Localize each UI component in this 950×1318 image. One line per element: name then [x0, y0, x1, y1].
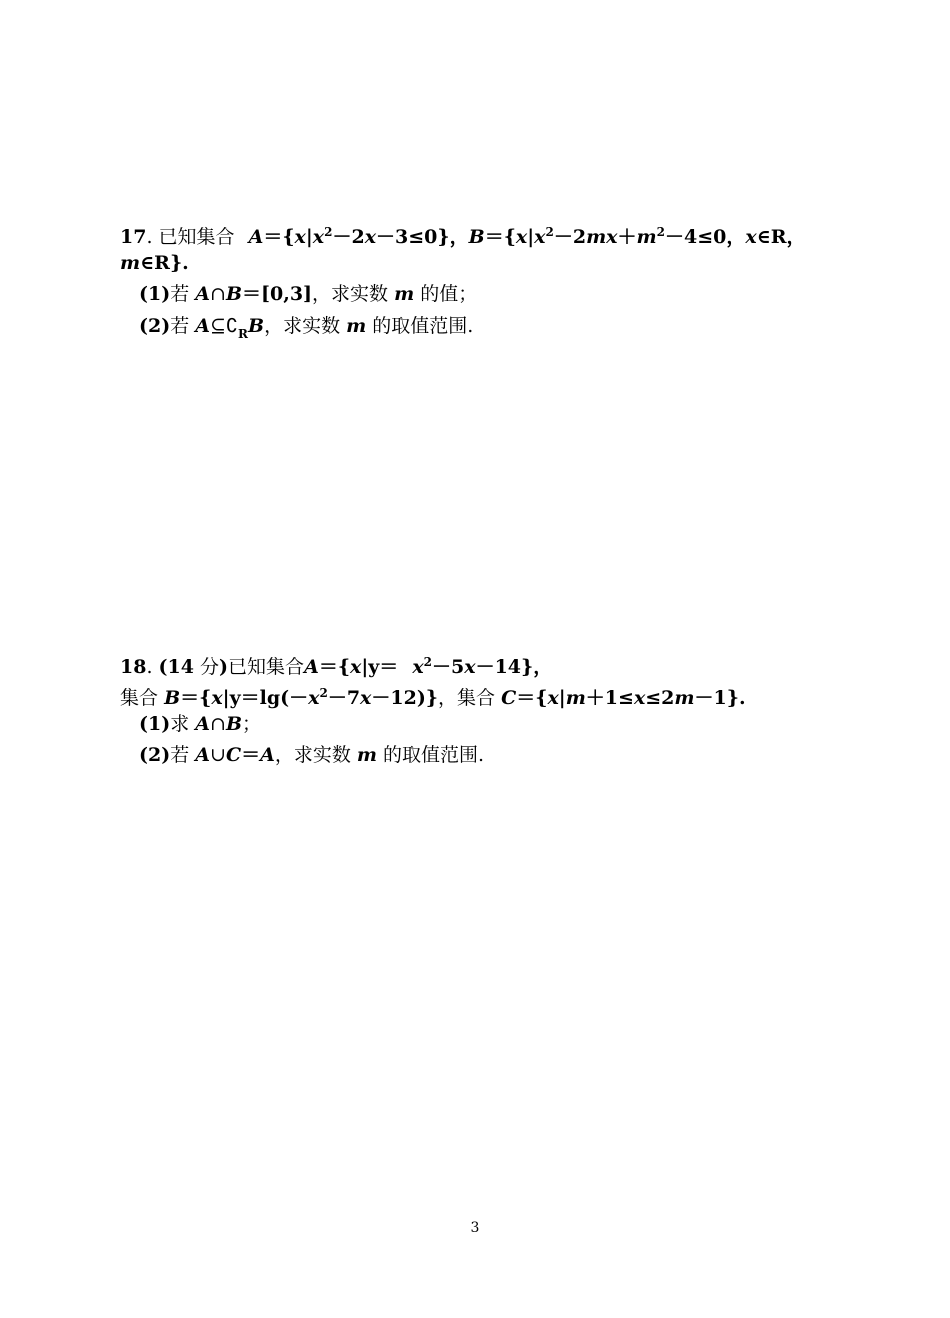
var-x: x [364, 226, 377, 248]
set-a-symbol: A [195, 283, 211, 305]
var-x: x [308, 687, 320, 709]
text: 若 [170, 283, 190, 305]
set-b-symbol: B [225, 283, 242, 305]
equals: ＝ [241, 744, 261, 766]
set-a-symbol: A [304, 656, 319, 678]
q17-line1 [120, 219, 806, 248]
exponent: 2 [423, 655, 432, 669]
term: －12)} [371, 687, 439, 709]
text: 求 [170, 713, 190, 735]
bar: | [527, 226, 535, 248]
var-m: m [346, 315, 367, 337]
set-a-symbol: A [195, 744, 211, 766]
term: －4≤0， [665, 226, 746, 248]
var-x: x [312, 226, 325, 248]
var-x: x [515, 226, 528, 248]
set-a-symbol: A [195, 713, 211, 735]
term: －5 [432, 656, 465, 678]
intersection-symbol: ∩ [210, 283, 226, 305]
set-a-symbol: A [248, 226, 264, 248]
part-label: (1) [139, 713, 171, 735]
var-x: x [633, 687, 646, 709]
text: ，求实数 [264, 315, 341, 337]
score: (14 [158, 656, 194, 678]
q18-intro: 已知集合 [228, 656, 305, 678]
term: ∈R}. [140, 252, 189, 274]
term: －7 [327, 687, 361, 709]
var-x: x [211, 687, 223, 709]
text: ，求实数 [312, 283, 389, 305]
var-x: x [412, 656, 424, 678]
part-label: (1) [139, 283, 171, 305]
exponent: 2 [324, 225, 333, 239]
term: ∈R， [756, 226, 806, 248]
var-x: x [294, 226, 306, 248]
var-x: x [350, 656, 362, 678]
part-label: (2) [139, 744, 171, 766]
set-c-symbol: C [501, 687, 517, 709]
term: －2 [553, 226, 587, 248]
set-a-symbol: A [260, 744, 275, 766]
q18-number: 18 [120, 656, 147, 678]
subset-complement-symbol: ⊆∁ [210, 315, 239, 337]
plus: ＋ [617, 226, 637, 248]
term: －1}. [694, 687, 746, 709]
text: 若 [170, 744, 190, 766]
term: －14}， [475, 656, 553, 678]
text: 的取值范围. [372, 315, 474, 337]
var-x: x [534, 226, 546, 248]
set-b-symbol: B [248, 315, 265, 337]
var-m: m [356, 744, 377, 766]
text: ，求实数 [274, 744, 351, 766]
set-b-symbol: B [225, 713, 242, 735]
eq-open: ＝{ [263, 226, 295, 248]
text: ) [219, 656, 229, 678]
term: －3≤0}， [376, 226, 469, 248]
q18-line2 [120, 680, 746, 709]
var-m: m [394, 283, 415, 305]
var-m: m [565, 687, 586, 709]
interval: ＝[0,3] [242, 283, 313, 305]
text: ； [242, 713, 262, 735]
var-x: x [547, 687, 559, 709]
eq-open: ＝{ [180, 687, 212, 709]
exponent: 2 [545, 225, 554, 239]
term: |y＝lg(－ [222, 687, 309, 709]
eq-open: ＝{ [484, 226, 516, 248]
eq-open: ＝{ [318, 656, 351, 678]
term: ≤2 [645, 687, 675, 709]
part-label: (2) [139, 315, 171, 337]
q17-number: 17 [120, 226, 147, 248]
text: ，集合 [438, 687, 496, 709]
q17-part2 [139, 313, 473, 339]
set-b-symbol: B [468, 226, 485, 248]
intersection-symbol: ∩ [210, 713, 226, 735]
term: －2 [332, 226, 365, 248]
var-x: x [360, 687, 372, 709]
text: 分 [200, 656, 220, 678]
text: 的值； [420, 283, 478, 305]
set-b-symbol: B [164, 687, 181, 709]
var-mx: mx [586, 226, 618, 248]
q17-part1 [139, 281, 477, 307]
var-m: m [120, 252, 141, 274]
term: |y＝ [361, 656, 399, 678]
set-c-symbol: C [225, 744, 242, 766]
exponent: 2 [656, 225, 665, 239]
var-x: x [464, 656, 476, 678]
bar: | [305, 226, 313, 248]
q18-part1 [139, 711, 261, 737]
q18-part2 [139, 742, 484, 768]
q18-line1 [120, 649, 553, 678]
var-m: m [674, 687, 695, 709]
q17-dot: . [146, 226, 153, 248]
text: 若 [170, 315, 190, 337]
eq-open: ＝{ [516, 687, 548, 709]
exponent: 2 [319, 686, 328, 700]
text: 的取值范围. [383, 744, 485, 766]
q17-line2 [120, 250, 189, 276]
term: ＋1≤ [585, 687, 634, 709]
q18-dot: . [146, 656, 153, 678]
page-number: 3 [470, 1220, 480, 1236]
bar: | [558, 687, 566, 709]
var-x: x [745, 226, 757, 248]
union-symbol: ∪ [210, 744, 226, 766]
subscript-r: R [238, 327, 249, 341]
q17-intro: 已知集合 [158, 226, 235, 248]
set-a-symbol: A [195, 315, 211, 337]
text: 集合 [120, 687, 159, 709]
var-m: m [636, 226, 657, 248]
